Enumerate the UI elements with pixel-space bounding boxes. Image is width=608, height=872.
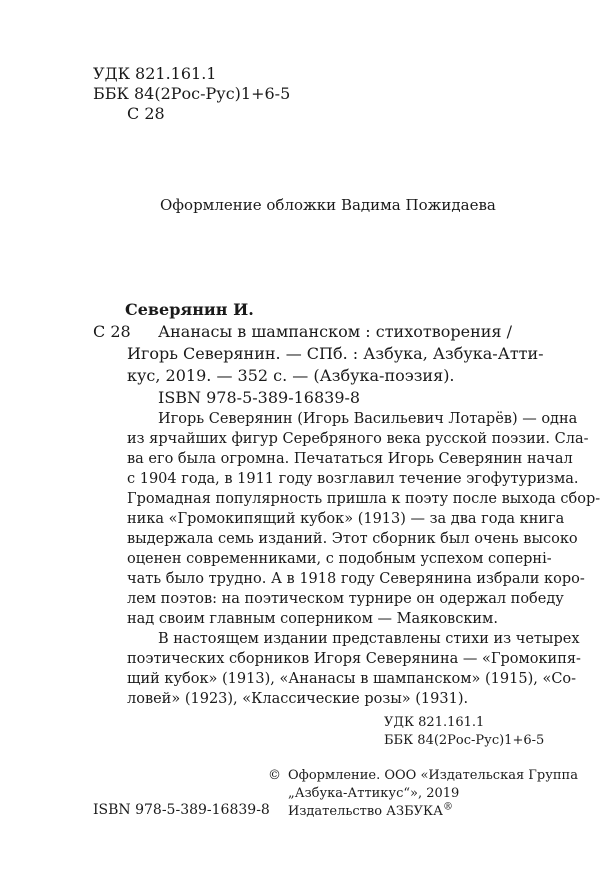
annotation-line: Громадная популярность пришла к поэту после выхода сбор- bbox=[127, 491, 601, 507]
record-line-3: кус, 2019. — 352 с. — (Азбука-поэзия). bbox=[127, 366, 455, 385]
annotation-line: Игорь Северянин (Игорь Васильевич Лотарёв) — одна bbox=[158, 411, 578, 427]
record-line-2: Игорь Северянин. — СПб. : Азбука, Азбука-Атти- bbox=[127, 344, 544, 363]
copyright-line-1: Оформление. ООО «Издательская Группа bbox=[288, 768, 578, 783]
copyright-line-3 bbox=[288, 803, 453, 820]
annotation-line: В настоящем издании представлены стихи из четырех bbox=[158, 631, 580, 647]
author-code-top: С 28 bbox=[127, 104, 165, 123]
annotation-line: оценен современниками, с подобным успехом сопернi- bbox=[127, 551, 552, 567]
udk-bottom: УДК 821.161.1 bbox=[384, 715, 485, 730]
annotation-line: ва его была огромна. Печататься Игорь Северянин начал bbox=[127, 451, 573, 467]
annotation-line: чать было трудно. А в 1918 году Северянина избрали коро- bbox=[127, 571, 585, 587]
author-heading: Северянин И. bbox=[125, 300, 254, 319]
annotation-line: поэтических сборников Игоря Северянина — «Громокипя- bbox=[127, 651, 581, 667]
annotation-line: лем поэтов: на поэтическом турнире он одержал победу bbox=[127, 591, 564, 607]
annotation-line: ловей» (1923), «Классические розы» (1931). bbox=[127, 691, 469, 707]
annotation-line: выдержала семь изданий. Этот сборник был очень высоко bbox=[127, 531, 578, 547]
copyright-line-2: „Азбука-Аттикус“», 2019 bbox=[288, 786, 460, 801]
udk-top: УДК 821.161.1 bbox=[93, 64, 217, 83]
isbn-line: ISBN 978-5-389-16839-8 bbox=[158, 388, 361, 407]
publisher-name: Издательство АЗБУКА bbox=[288, 804, 443, 819]
record-line-1: Ананасы в шампанском : стихотворения / bbox=[158, 322, 512, 341]
cover-credit: Оформление обложки Вадима Пожидаева bbox=[160, 196, 496, 214]
bbk-bottom: ББК 84(2Рос-Рус)1+6-5 bbox=[384, 733, 545, 748]
annotation-line: с 1904 года, в 1911 году возглавил течение эгофутуризма. bbox=[127, 471, 579, 487]
copyright-symbol: © bbox=[268, 768, 281, 783]
isbn-bottom: ISBN 978-5-389-16839-8 bbox=[93, 802, 270, 818]
annotation-line: над своим главным соперником — Маяковским. bbox=[127, 611, 498, 627]
catalog-code: С 28 bbox=[93, 322, 131, 341]
annotation-line: щий кубок» (1913), «Ананасы в шампанском» (1915), «Со- bbox=[127, 671, 577, 687]
annotation-line: из ярчайших фигур Серебряного века русской поэзии. Сла- bbox=[127, 431, 589, 447]
registered-mark: ® bbox=[442, 801, 453, 813]
bbk-top: ББК 84(2Рос-Рус)1+6-5 bbox=[93, 84, 291, 103]
annotation-line: ника «Громокипящий кубок» (1913) — за два года книга bbox=[127, 511, 565, 527]
